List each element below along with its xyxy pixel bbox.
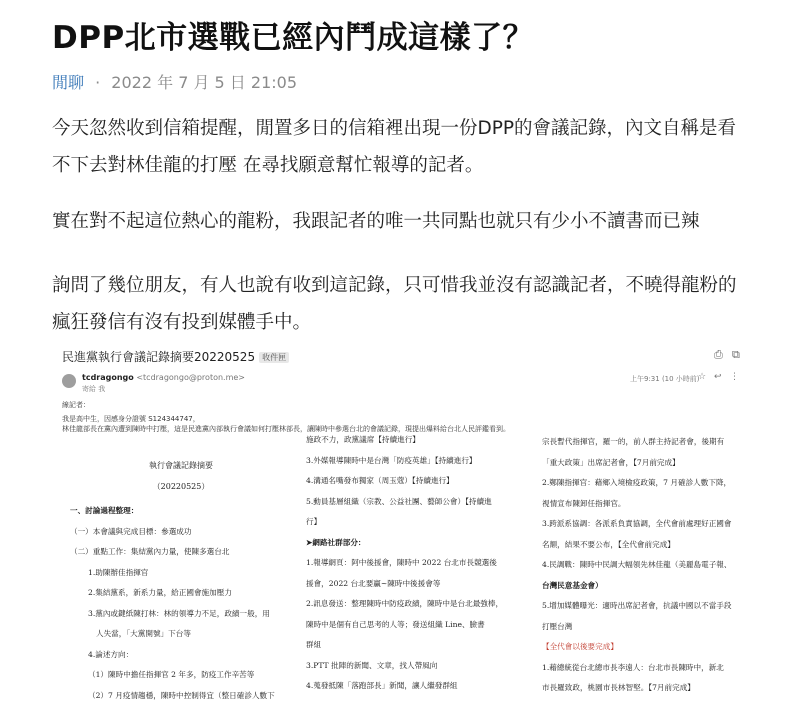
doc-line: 【全代會以後要完成】: [542, 637, 742, 658]
doc-column-3: [542, 432, 742, 699]
doc-line: （2）7 月疫情趨穩，陳時中控制得宜（整日確診人數下: [70, 686, 292, 706]
doc-line: 1.藉總統從台北總市長李遠人：台北市長陳時中，新北: [542, 658, 742, 679]
doc-line: 名額，結果不要公布，【全代會前完成】: [542, 535, 742, 556]
article-title: DPP北市選戰已經內鬥成這樣了？: [52, 12, 534, 57]
doc-line: 4.論述方向：: [70, 645, 292, 666]
doc-line: 援會，2022 台北要贏~陳時中後援會等: [306, 574, 528, 595]
doc-line: 5.動員基層組織（宗教、公益社團、藝師公會）【持續進: [306, 492, 528, 513]
email-body-line: 林佳龍部長在黨內遭到陳時中打壓，這是民進黨內部執行會議如何打壓林部長，讓陳時中參選台北的會議記錄，現提出爆料給台北人民評鑑看到。: [62, 424, 510, 434]
open-external-icon: ⧉: [732, 348, 740, 362]
doc-line: （二）重點工作：集結黨內力量，使陳多選台北: [70, 542, 292, 563]
star-icon: ☆: [698, 372, 706, 382]
doc-line: ➤網路社群部分：: [306, 533, 528, 554]
doc-line: 3.黨內或鍵紙陳打林：林的領導力不足，政績一般，用: [70, 604, 292, 625]
doc-date: （20220525）: [70, 481, 292, 492]
doc-line: 4.溝通名嘴發布獨家（周玉蔻）【持續進行】: [306, 471, 528, 492]
email-time: 上午9:31 (10 小時前): [630, 374, 700, 384]
more-icon: ⋮: [730, 372, 739, 382]
doc-column-2: [306, 430, 528, 697]
board-link[interactable]: 閒聊: [52, 73, 84, 92]
doc-line: 宗長暫代指揮官，羅一的，前人群主持記者會，後期有: [542, 432, 742, 453]
doc-line: 群組: [306, 635, 528, 656]
doc-line: 1.助陳辦佳指揮官: [70, 563, 292, 584]
email-sender: [82, 373, 245, 382]
doc-line: 視情宣布陳卸任指揮官。: [542, 494, 742, 515]
email-subject: [62, 348, 289, 365]
doc-line: 4.蒐發抵陳「落跑部長」新聞，讓人繼發群組: [306, 676, 528, 697]
doc-line: 行】: [306, 512, 528, 533]
doc-line: 3.外媒報導陳時中是台灣「防疫英雄」【持續進行】: [306, 451, 528, 472]
doc-line: 4.民調戰：陳時中民調大幅領先林佳龍（美麗島電子報、: [542, 555, 742, 576]
article-paragraph: 今天忽然收到信箱提醒，閒置多日的信箱裡出現一份DPP的會議記錄，內文自稱是看不下去對林佳龍的打壓 在尋找願意幫忙報導的記者。: [52, 110, 752, 184]
doc-line: 1.報導網頁：阿中後援會，陳時中 2022 台北市長競選後: [306, 553, 528, 574]
doc-title: 執行會議記錄摘要: [70, 460, 292, 471]
article-paragraph: 實在對不起這位熱心的龍粉，我跟記者的唯一共同點也就只有少小不讀書而已辣: [52, 203, 752, 240]
print-icon: ⎙: [714, 348, 723, 362]
doc-line: 2.鄭陳指揮官：藉鄉入境檢疫政策，7 月確診人數下降，: [542, 473, 742, 494]
doc-line: 3.PTT 批陣的新聞、文章，找人帶風向: [306, 656, 528, 677]
post-date: 2022 年 7 月 5 日 21:05: [111, 73, 297, 92]
doc-column-1: [70, 501, 292, 706]
doc-line: 一、討論過程整理：: [70, 501, 292, 522]
article-meta: [52, 70, 297, 93]
avatar: [62, 374, 76, 388]
doc-line: 人失當，「大黨開號」下台等: [70, 624, 292, 645]
doc-line: 「重大政策」出席記者會，【7月前完成】: [542, 453, 742, 474]
sender-name: tcdragongo: [82, 373, 134, 382]
doc-line: （1）陳時中擔任指揮官 2 年多，防疫工作辛苦等: [70, 665, 292, 686]
doc-line: 2.集結黨系，新系力量，給正國會施加壓力: [70, 583, 292, 604]
doc-line: 3.跨派系協調：各派系負責協調，全代會前處理好正國會: [542, 514, 742, 535]
article-paragraph: 詢問了幾位朋友，有人也說有收到這記錄，只可惜我並沒有認識記者，不曉得龍粉的瘋狂發信有沒有投到媒體手中。: [52, 267, 752, 341]
email-greeting: 線記者：: [62, 400, 90, 410]
inbox-tag: 收件匣: [259, 352, 289, 363]
doc-line: （一）本會議與完成目標：參選成功: [70, 522, 292, 543]
email-recipient: 寄給 我: [82, 384, 105, 394]
reply-icon: ↩: [714, 372, 722, 382]
doc-line: 打壓台灣: [542, 617, 742, 638]
email-subject-text: 民進黨執行會議記錄摘要20220525: [62, 350, 255, 364]
doc-line: 施政不力，政黨議席【持續進行】: [306, 430, 528, 451]
email-body-line: 我是高中生，因感身分證號 S124344747，: [62, 414, 200, 424]
doc-line: 2.訊息發送：整理陳時中防疫政績，陳時中是台北最強棒，: [306, 594, 528, 615]
doc-line: 5.增加媒體曝光：適時出席記者會，抗議中國以不當手段: [542, 596, 742, 617]
email-screenshot: [52, 336, 748, 651]
doc-line: 市長羅致政，桃園市長林智堅。【7月前完成】: [542, 678, 742, 699]
doc-line: 台灣民意基金會）: [542, 576, 742, 597]
doc-line: 陳時中是個有自己思考的人等；發送組織 Line、臉書: [306, 615, 528, 636]
meta-separator: ·: [95, 73, 100, 92]
sender-address: <tcdragongo@proton.me>: [136, 373, 245, 382]
